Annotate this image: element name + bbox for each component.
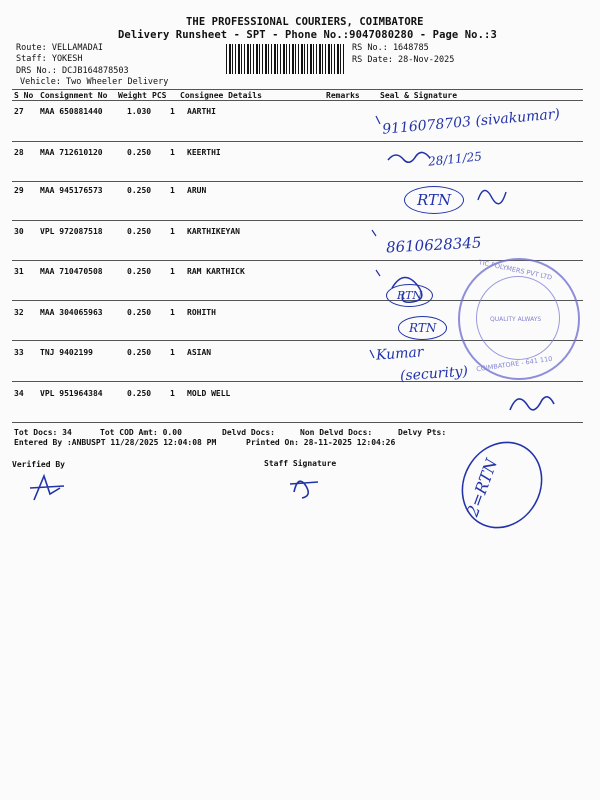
vehicle-label: Vehicle: Two Wheeler Delivery (20, 77, 169, 87)
row-weight: 0.250 (127, 389, 152, 398)
stamp-center-text: QUALITY ALWAYS (490, 316, 542, 323)
row-sno: 27 (14, 107, 24, 116)
row-consignee: RAM KARTHICK (187, 267, 245, 276)
row-weight: 0.250 (127, 227, 152, 236)
row-pcs: 1 (170, 389, 175, 398)
printed-on: Printed On: 28-11-2025 12:04:26 (246, 438, 396, 447)
rs-date: RS Date: 28-Nov-2025 (352, 55, 455, 65)
rs-number: RS No.: 1648785 (352, 43, 429, 53)
company-title: THE PROFESSIONAL COURIERS, COIMBATORE (186, 16, 424, 28)
row-weight: 0.250 (127, 267, 152, 276)
row-consignment: VPL 972087518 (40, 227, 103, 236)
total-cod: Tot COD Amt: 0.00 (100, 428, 182, 437)
row-consignee: ARUN (187, 186, 207, 195)
row-consignee: ROHITH (187, 308, 216, 317)
row-weight: 0.250 (127, 186, 152, 195)
handwritten-name-33: Kumar (375, 344, 424, 364)
col-consignee: Consignee Details (180, 91, 262, 100)
row-weight: 1.030 (127, 107, 152, 116)
col-weight: Weight (118, 91, 147, 100)
row-pcs: 1 (170, 148, 175, 157)
row-pcs: 1 (170, 348, 175, 357)
handwritten-note-33: (security) (399, 363, 469, 385)
entered-by: Entered By :ANBUSPT 11/28/2025 12:04:08 PM (14, 438, 217, 447)
row-weight: 0.250 (127, 348, 152, 357)
col-seal-signature: Seal & Signature (380, 91, 458, 100)
handwritten-phone-30: 8610628345 (385, 233, 482, 257)
row-consignment: TNJ 9402199 (40, 348, 93, 357)
runsheet-subtitle: Delivery Runsheet - SPT - Phone No.:9047080280 - Page No.:3 (118, 29, 497, 41)
stamp-top-text: TIC POLYMERS PVT LTD (477, 258, 553, 282)
row-sno: 30 (14, 227, 24, 236)
row-consignee: ASIAN (187, 348, 212, 357)
row-consignee: KARTHIKEYAN (187, 227, 240, 236)
route-label: Route: VELLAMADAI (16, 43, 103, 53)
row-consignment: MAA 650881440 (40, 107, 103, 116)
col-remarks: Remarks (326, 91, 360, 100)
delivery-points: Delvy Pts: (398, 428, 447, 437)
row-sno: 32 (14, 308, 24, 317)
row-pcs: 1 (170, 186, 175, 195)
non-delivered-docs: Non Delvd Docs: (300, 428, 373, 437)
rtn-mark-31: RTN (386, 284, 433, 307)
row-consignment: MAA 304065963 (40, 308, 103, 317)
col-pcs: PCS (152, 91, 167, 100)
row-sno: 29 (14, 186, 24, 195)
handwritten-date-28: 28/11/25 (427, 149, 483, 169)
row-sno: 31 (14, 267, 24, 276)
delivered-docs: Delvd Docs: (222, 428, 275, 437)
row-consignee: MOLD WELL (187, 389, 231, 398)
col-sno: S No (14, 91, 34, 100)
col-consignment: Consignment No (40, 91, 108, 100)
row-consignee: KEERTHI (187, 148, 221, 157)
row-consignment: MAA 710470508 (40, 267, 103, 276)
staff-label: Staff: YOKESH (16, 54, 83, 64)
staff-signature-label: Staff Signature (264, 459, 337, 468)
drs-number: DRS No.: DCJB164878503 (16, 66, 129, 76)
total-docs: Tot Docs: 34 (14, 428, 72, 437)
row-sno: 28 (14, 148, 24, 157)
row-pcs: 1 (170, 267, 175, 276)
handwritten-phone-27: 9116078703 (sivakumar) (381, 106, 561, 138)
rtn-mark-32: RTN (398, 316, 447, 340)
row-consignment: VPL 951964384 (40, 389, 103, 398)
verified-by-label: Verified By (12, 460, 65, 469)
row-sno: 33 (14, 348, 24, 357)
row-weight: 0.250 (127, 308, 152, 317)
rtn-mark-29: RTN (404, 186, 464, 214)
row-sno: 34 (14, 389, 24, 398)
stamp-bottom-text: COIMBATORE - 641 110 (475, 354, 553, 374)
row-weight: 0.250 (127, 148, 152, 157)
row-pcs: 1 (170, 308, 175, 317)
row-consignee: AARTHI (187, 107, 216, 116)
row-pcs: 1 (170, 227, 175, 236)
row-pcs: 1 (170, 107, 175, 116)
row-consignment: MAA 945176573 (40, 186, 103, 195)
bottom-rtn-note: 2=RTN (462, 456, 502, 519)
row-consignment: MAA 712610120 (40, 148, 103, 157)
